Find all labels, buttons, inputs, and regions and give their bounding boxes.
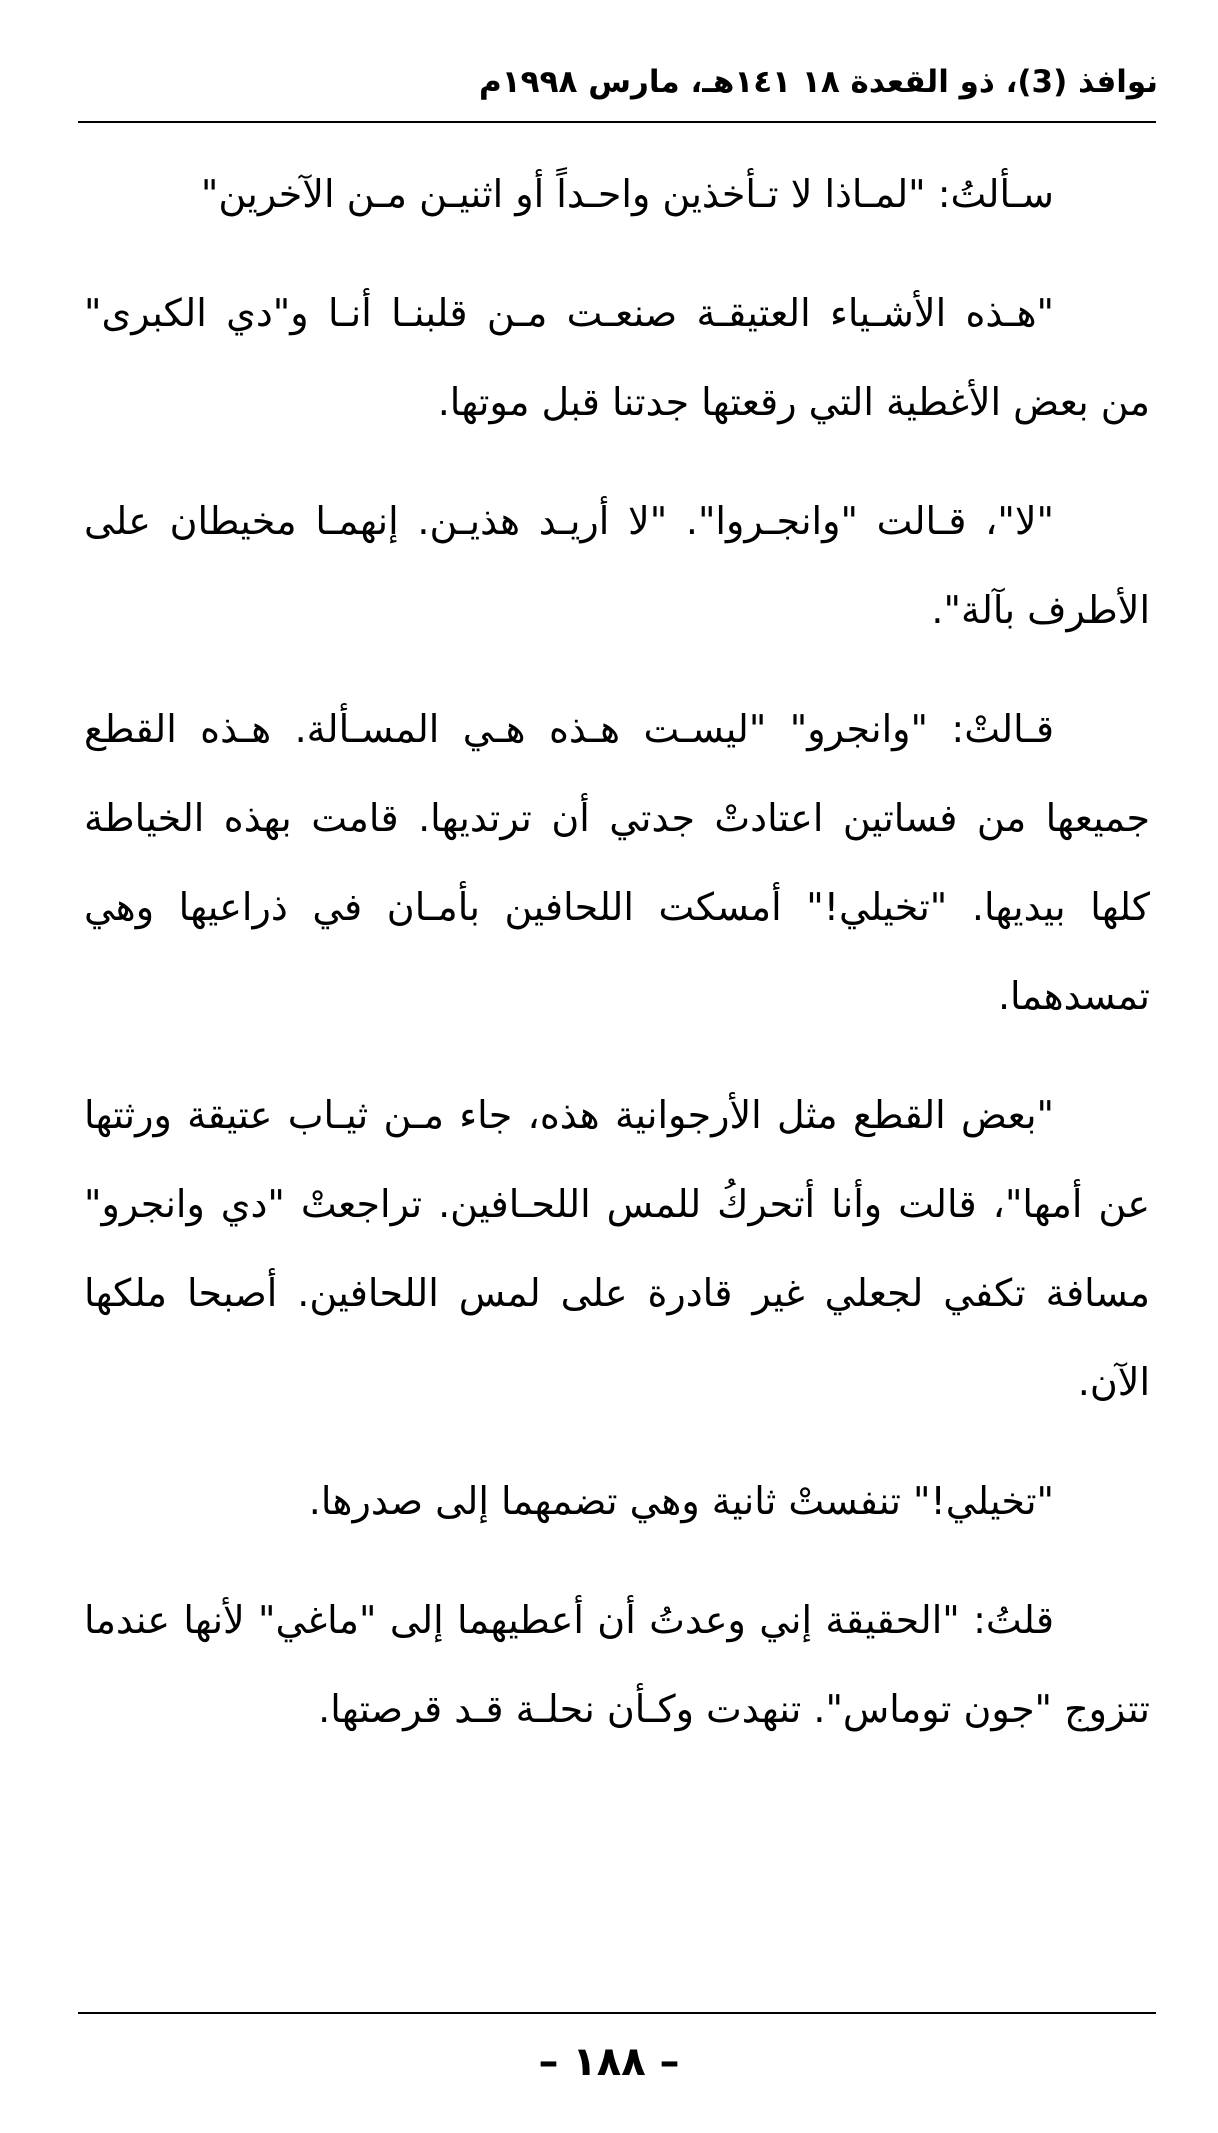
paragraph-3: "لا"، قـالت "وانجـروا". "لا أريـد هذيـن. إنهمـا مخيطان على الأطرف بآلة".: [84, 499, 1150, 632]
page-number: – ١٨٨ –: [538, 2039, 680, 2085]
paragraph-7: قلتُ: "الحقيقة إني وعدتُ أن أعطيهما إلى "ماغي" لأنها عندما تتزوج "جون توماس". تنهدت وكـأن نحلـة قـد قرصتها.: [84, 1598, 1150, 1731]
paragraph-6: "تخيلي!" تنفستْ ثانية وهي تضمهما إلى صدرها.: [308, 1479, 1054, 1523]
body-text: [84, 150, 1150, 1754]
header-rule: [78, 121, 1156, 123]
paragraph-1: سـألتُ: "لمـاذا لا تـأخذين واحـداً أو اثنيـن مـن الآخرين": [200, 172, 1054, 216]
paragraph-2: "هـذه الأشـياء العتيقـة صنعـت مـن قلبنـا أنـا و"دي الكبرى" من بعض الأغطية التي رقعتها جدتنا قبل موتها.: [84, 291, 1150, 424]
footer-rule: [78, 2012, 1156, 2014]
paragraph-4: قـالتْ: "وانجرو" "ليسـت هـذه هـي المسـألة. هـذه القطع جميعها من فساتين اعتادتْ جدتي أن ترتديها. قامت بهذه الخياطة كلها بيديها. "تخيلي!" أمسكت اللحافين بأمـان في ذراعيها وهي تمسدهما.: [84, 707, 1150, 1018]
paragraph-5: "بعض القطع مثل الأرجوانية هذه، جاء مـن ثيـاب عتيقة ورثتها عن أمها"، قالت وأنا أتحركُ للمس اللحـافين. تراجعتْ "دي وانجرو" مسافة تكفي لجعلي غير قادرة على لمس اللحافين. أصبحا ملكها الآن.: [84, 1093, 1150, 1404]
running-header: نوافذ (3)، ذو القعدة ١٨ ١٤١هـ، مارس ١٩٩٨م: [479, 64, 1158, 100]
